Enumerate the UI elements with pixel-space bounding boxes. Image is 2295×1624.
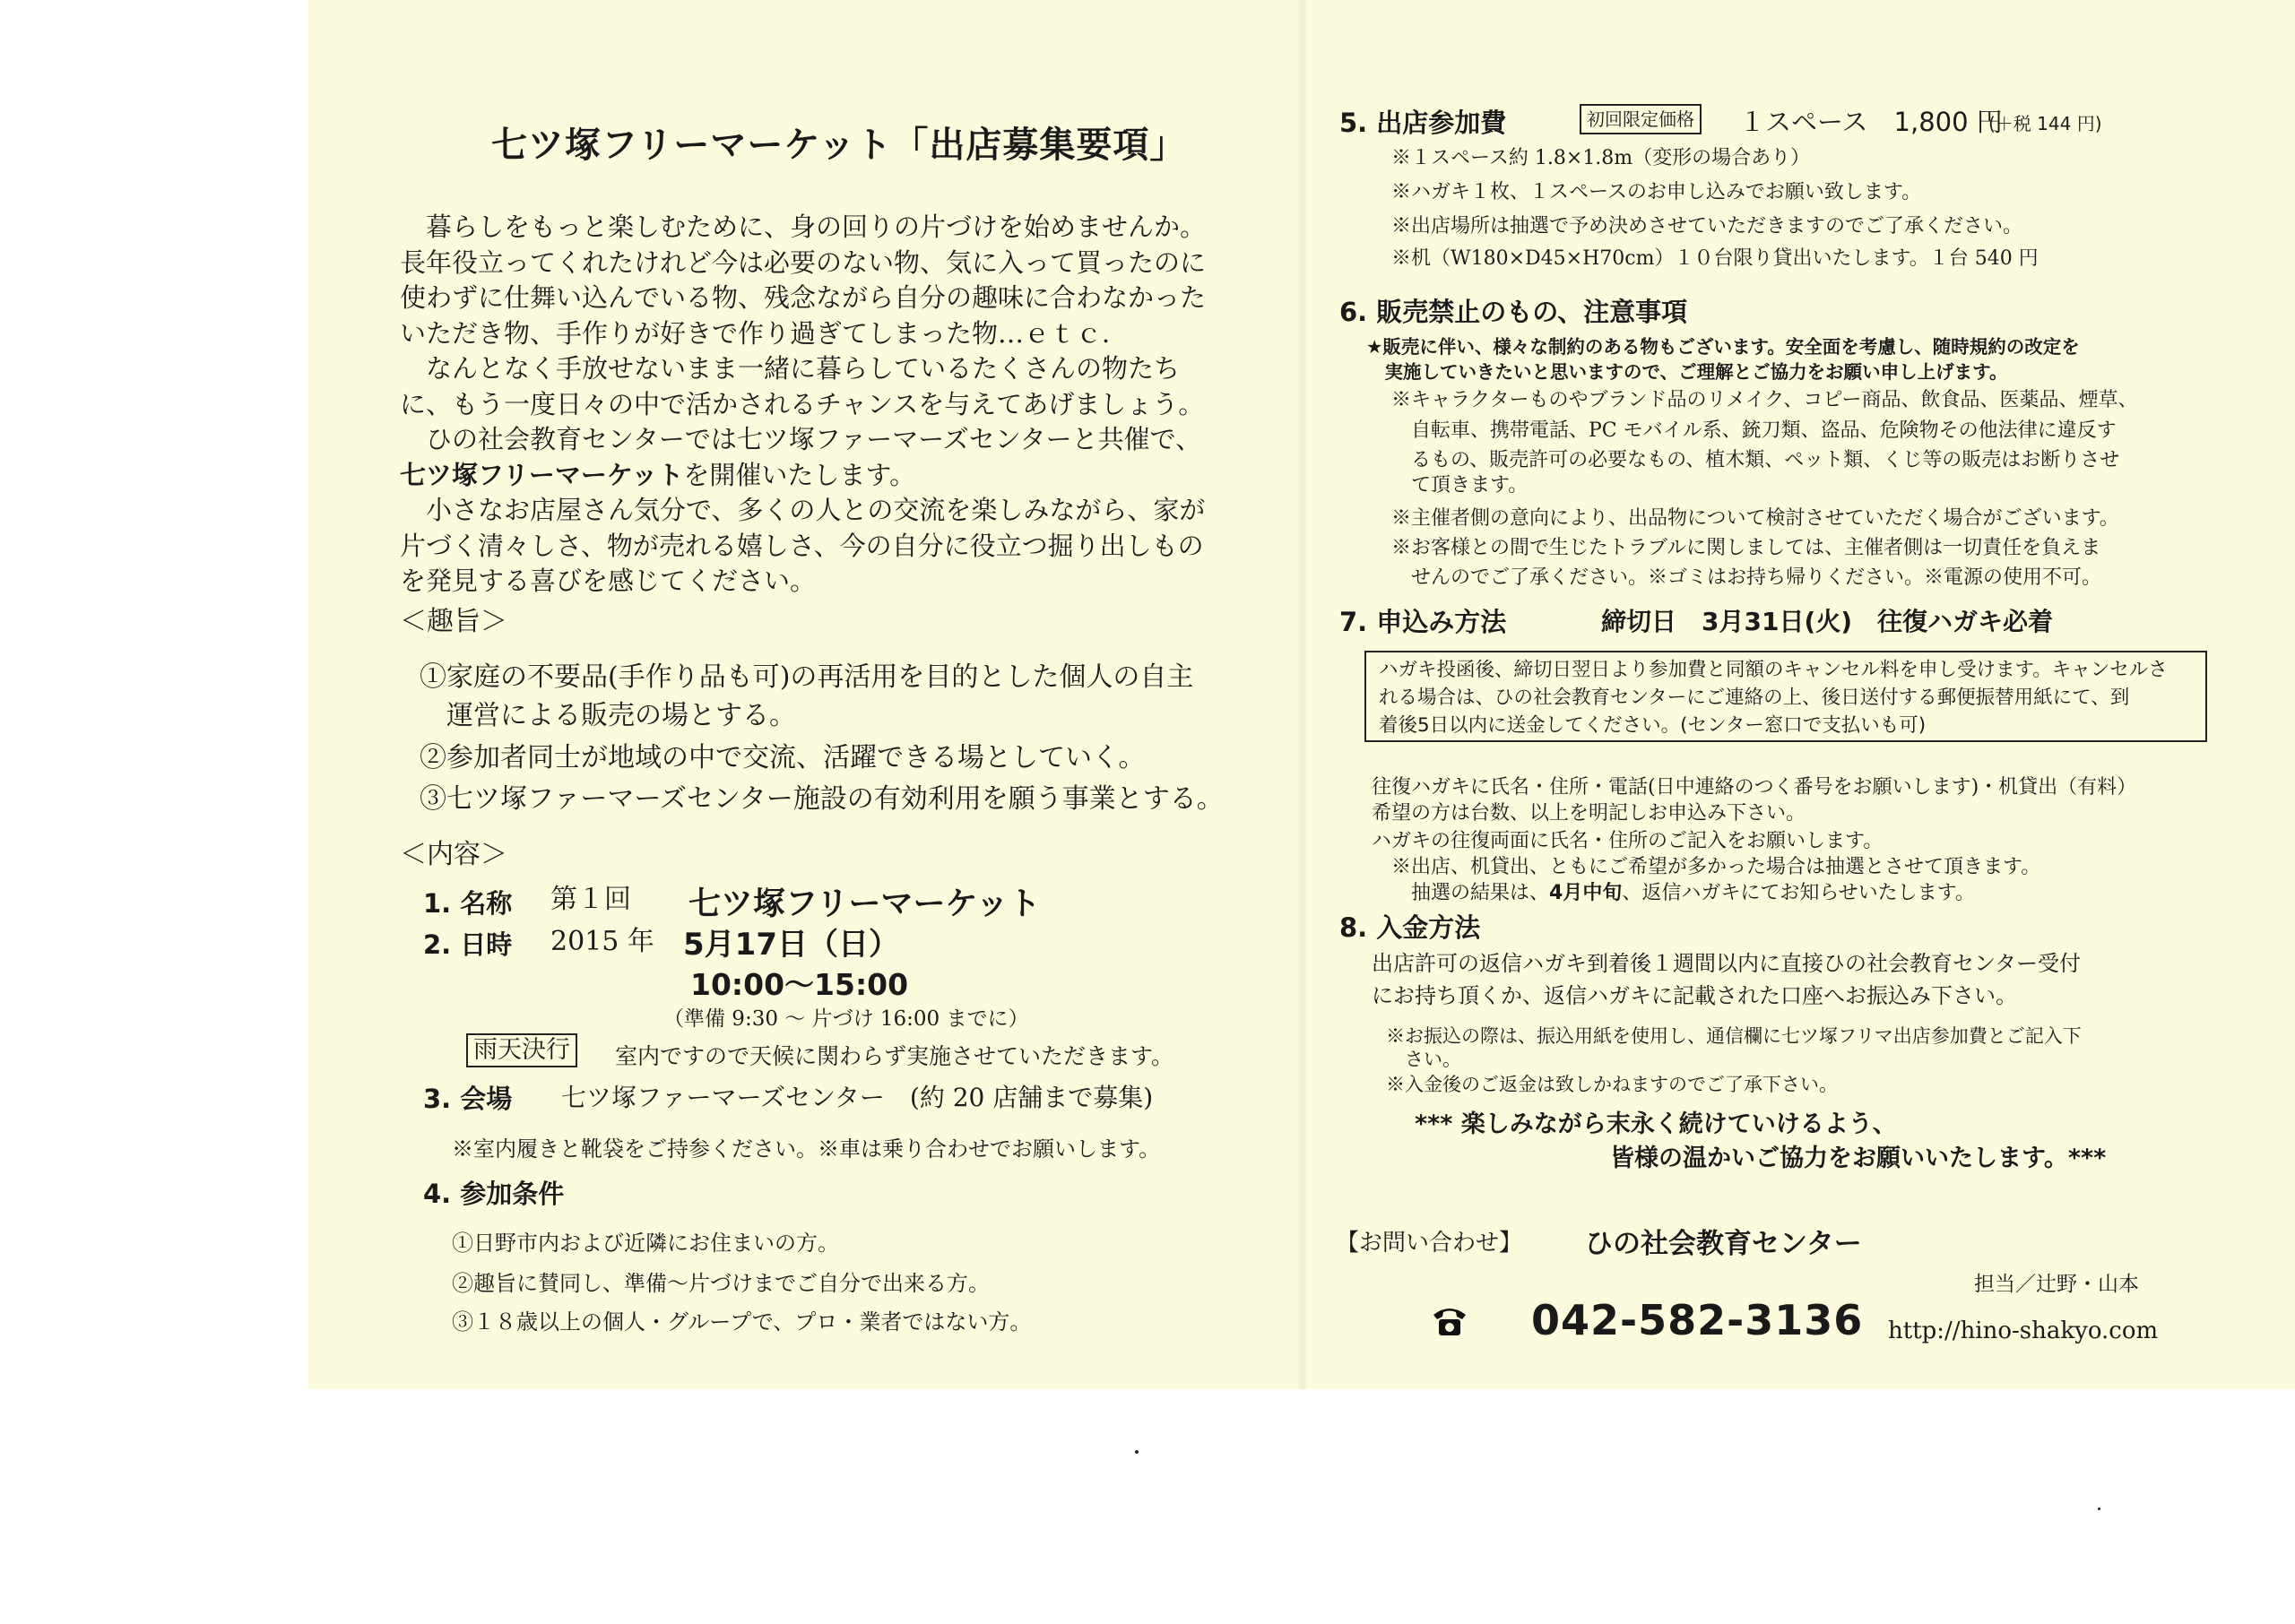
purpose-item: ②参加者同士が地域の中で交流、活躍できる場としていく。: [420, 742, 1146, 773]
rain-text: 室内ですので天候に関わらず実施させていただきます。: [615, 1043, 1174, 1069]
intro-line: 使わずに仕舞い込んでいる物、残念ながら自分の趣味に合わなかった: [400, 282, 1207, 313]
item3-note: ※室内履きと靴袋をご持参ください。※車は乗り合わせでお願いします。: [452, 1136, 1161, 1162]
website-url[interactable]: http://hino-shakyo.com: [1888, 1317, 2159, 1344]
item4-condition: ③１８歳以上の個人・グループで、プロ・業者ではない方。: [452, 1309, 1032, 1335]
lottery-date: 4月中旬: [1549, 882, 1623, 904]
item4-condition: ②趣旨に賛同し、準備～片づけまでご自分で出来る方。: [452, 1271, 990, 1296]
item6-note: ※お客様との間で生じたトラブルに関しましては、主催者側は一切責任を負えま: [1391, 537, 2101, 559]
item6-note: せんのでご了承ください。※ゴミはお持ち帰りください。※電源の使用不可。: [1391, 566, 2102, 589]
item5-note: ※ハガキ１枚、１スペースのお申し込みでお願い致します。: [1391, 181, 1922, 203]
phone-number: 042-582-3136: [1531, 1296, 1864, 1344]
item6-label: 6. 販売禁止のもの、注意事項: [1339, 297, 1688, 327]
intro-line: を発見する喜びを感じてください。: [400, 566, 817, 596]
item6-note: て頂きます。: [1391, 474, 1529, 497]
item5-badge: 初回限定価格: [1580, 104, 1702, 134]
purpose-item: 運営による販売の場とする。: [420, 700, 796, 731]
item5-price: １スペース 1,800 円: [1739, 107, 2003, 137]
item7-text: 希望の方は台数、以上を明記しお申込み下さい。: [1372, 802, 1806, 825]
item8-text: にお持ち頂くか、返信ハガキに記載された口座へお振込み下さい。: [1372, 983, 2017, 1008]
item7-text: 往復ハガキに氏名・住所・電話(日中連絡のつく番号をお願いします)・机貸出（有料）: [1372, 776, 2137, 799]
item1-value: 七ツ塚フリーマーケット: [688, 885, 1041, 922]
item2-year: 2015 年: [550, 926, 654, 957]
item6-star: ★販売に伴い、様々な制約のある物もございます。安全面を考慮し、随時規約の改定を: [1366, 336, 2080, 358]
item8-note: ※お振込の際は、振込用紙を使用し、通信欄に七ツ塚フリマ出店参加費とご記入下: [1386, 1025, 2082, 1047]
intro-line: なんとなく手放せないまま一緒に暮らしているたくさんの物たち: [400, 353, 1181, 384]
item7-label: 7. 申込み方法: [1339, 607, 1507, 637]
item8-text: 出店許可の返信ハガキ到着後１週間以内に直接ひの社会教育センター受付: [1372, 951, 2082, 976]
purpose-heading: ＜趣旨＞: [400, 606, 507, 637]
scan-speck: [2098, 1507, 2100, 1510]
closing-line: *** 楽しみながら末永く続けていけるよう、: [1415, 1110, 1897, 1138]
item6-note: ※キャラクターものやブランド品のリメイク、コピー商品、飲食品、医薬品、煙草、: [1391, 389, 2138, 411]
intro-line: 小さなお店屋さん気分で、多くの人との交流を楽しみながら、家が: [400, 495, 1206, 525]
item5-tax: (＋税 144 円): [1988, 113, 2102, 134]
item5-note: ※１スペース約 1.8×1.8m（変形の場合あり）: [1391, 147, 1811, 169]
cancellation-notice-box: [1364, 651, 2207, 742]
intro-line: [400, 458, 1260, 494]
item6-star: 実施していきたいと思いますので、ご理解とご協力をお願い申し上げます。: [1366, 361, 2008, 383]
item7-text: ハガキの往復両面に氏名・住所のご記入をお願いします。: [1372, 830, 1884, 852]
item1-label: 1. 名称: [423, 888, 513, 919]
contact-label: 【お問い合わせ】: [1336, 1230, 1523, 1257]
item5-note: ※出店場所は抽選で予め決めさせていただきますのでご了承ください。: [1391, 215, 2023, 238]
intro-line: 長年役立ってくれたけれど今は必要のない物、気に入って買ったのに: [400, 246, 1207, 278]
item2-time: 10:00～15:00: [690, 967, 909, 1002]
event-name: 七ツ塚フリーマーケット: [400, 459, 684, 490]
item5-label: 5. 出店参加費: [1339, 108, 1507, 138]
item8-note: ※入金後のご返金は致しかねますのでご了承下さい。: [1386, 1074, 1838, 1095]
item2-date: 5月17日（日）: [683, 927, 899, 963]
item2-label: 2. 日時: [423, 929, 513, 960]
intro-text: を開催いたします。: [683, 459, 916, 490]
item8-note: さい。: [1386, 1049, 1461, 1070]
item1-sub: 第１回: [550, 884, 631, 915]
page-title: 七ツ塚フリーマーケット「出店募集要項」: [491, 125, 1187, 166]
item4-condition: ①日野市内および近隣にお住まいの方。: [452, 1231, 839, 1256]
item7-deadline: 締切日 3月31日(火) 往復ハガキ必着: [1601, 607, 2054, 636]
notice-line: れる場合は、ひの社会教育センターにご連絡の上、後日送付する郵便振替用紙にて、到: [1379, 687, 2130, 709]
notice-line: 着後5日以内に送金してください。(センター窓口で支払いも可): [1379, 714, 1927, 737]
content-heading: ＜内容＞: [400, 839, 507, 870]
intro-paragraph: [400, 210, 1260, 600]
intro-line: に、もう一度日々の中で活かされるチャンスを与えてあげましょう。: [400, 388, 1205, 419]
telephone-icon: [1431, 1304, 1468, 1338]
lottery-text: 抽選の結果は、: [1372, 882, 1550, 904]
intro-line: 片づく清々しさ、物が売れる嬉しさ、今の自分に役立つ掘り出しもの: [400, 530, 1204, 561]
notice-line: ハガキ投函後、締切日翌日より参加費と同額のキャンセル料を申し受けます。キャンセルさ: [1379, 659, 2168, 681]
scan-speck: [1135, 1450, 1139, 1454]
item3-label: 3. 会場: [423, 1084, 513, 1114]
contact-org: ひの社会教育センター: [1585, 1228, 1862, 1260]
closing-line: 皆様の温かいご協力をお願いいたします。***: [1610, 1145, 2107, 1172]
item7-lottery: [1372, 880, 1975, 907]
item6-note: ※主催者側の意向により、出品物について検討させていただく場合がございます。: [1391, 507, 2119, 530]
page-fold: [1298, 0, 1307, 1389]
rain-badge: 雨天決行: [466, 1033, 577, 1067]
item7-text: ※出店、机貸出、ともにご希望が多かった場合は抽選とさせて頂きます。: [1372, 856, 2041, 878]
contact-staff: 担当／辻野・山本: [1974, 1273, 2139, 1296]
purpose-item: ③七ツ塚ファーマーズセンター施設の有効利用を願う事業とする。: [420, 783, 1224, 815]
intro-line: 暮らしをもっと楽しむために、身の回りの片づけを始めませんか。: [400, 212, 1207, 242]
lottery-text: 、返信ハガキにてお知らせいたします。: [1622, 882, 1975, 904]
item4-label: 4. 参加条件: [423, 1179, 565, 1209]
item8-label: 8. 入金方法: [1339, 912, 1481, 943]
item6-note: るもの、販売許可の必要なもの、植木類、ペット類、くじ等の販売はお断りさせ: [1391, 449, 2120, 471]
item6-note: 自転車、携帯電話、PC モバイル系、銃刀類、盗品、危険物その他法律に違反す: [1391, 419, 2117, 442]
purpose-item: ①家庭の不要品(手作り品も可)の再活用を目的とした個人の自主: [420, 661, 1194, 693]
item2-prep: （準備 9:30 ～ 片づけ 16:00 までに）: [663, 1007, 1029, 1031]
intro-line: いただき物、手作りが好きで作り過ぎてしまった物…ｅｔｃ．: [400, 317, 1129, 349]
item3-value: 七ツ塚ファーマーズセンター (約 20 店舗まで募集): [561, 1083, 1154, 1112]
item5-note: ※机（W180×D45×H70cm）１０台限り貸出いたします。１台 540 円: [1391, 247, 2039, 270]
intro-line: ひの社会教育センターでは七ツ塚ファーマーズセンターと共催で、: [400, 424, 1202, 454]
